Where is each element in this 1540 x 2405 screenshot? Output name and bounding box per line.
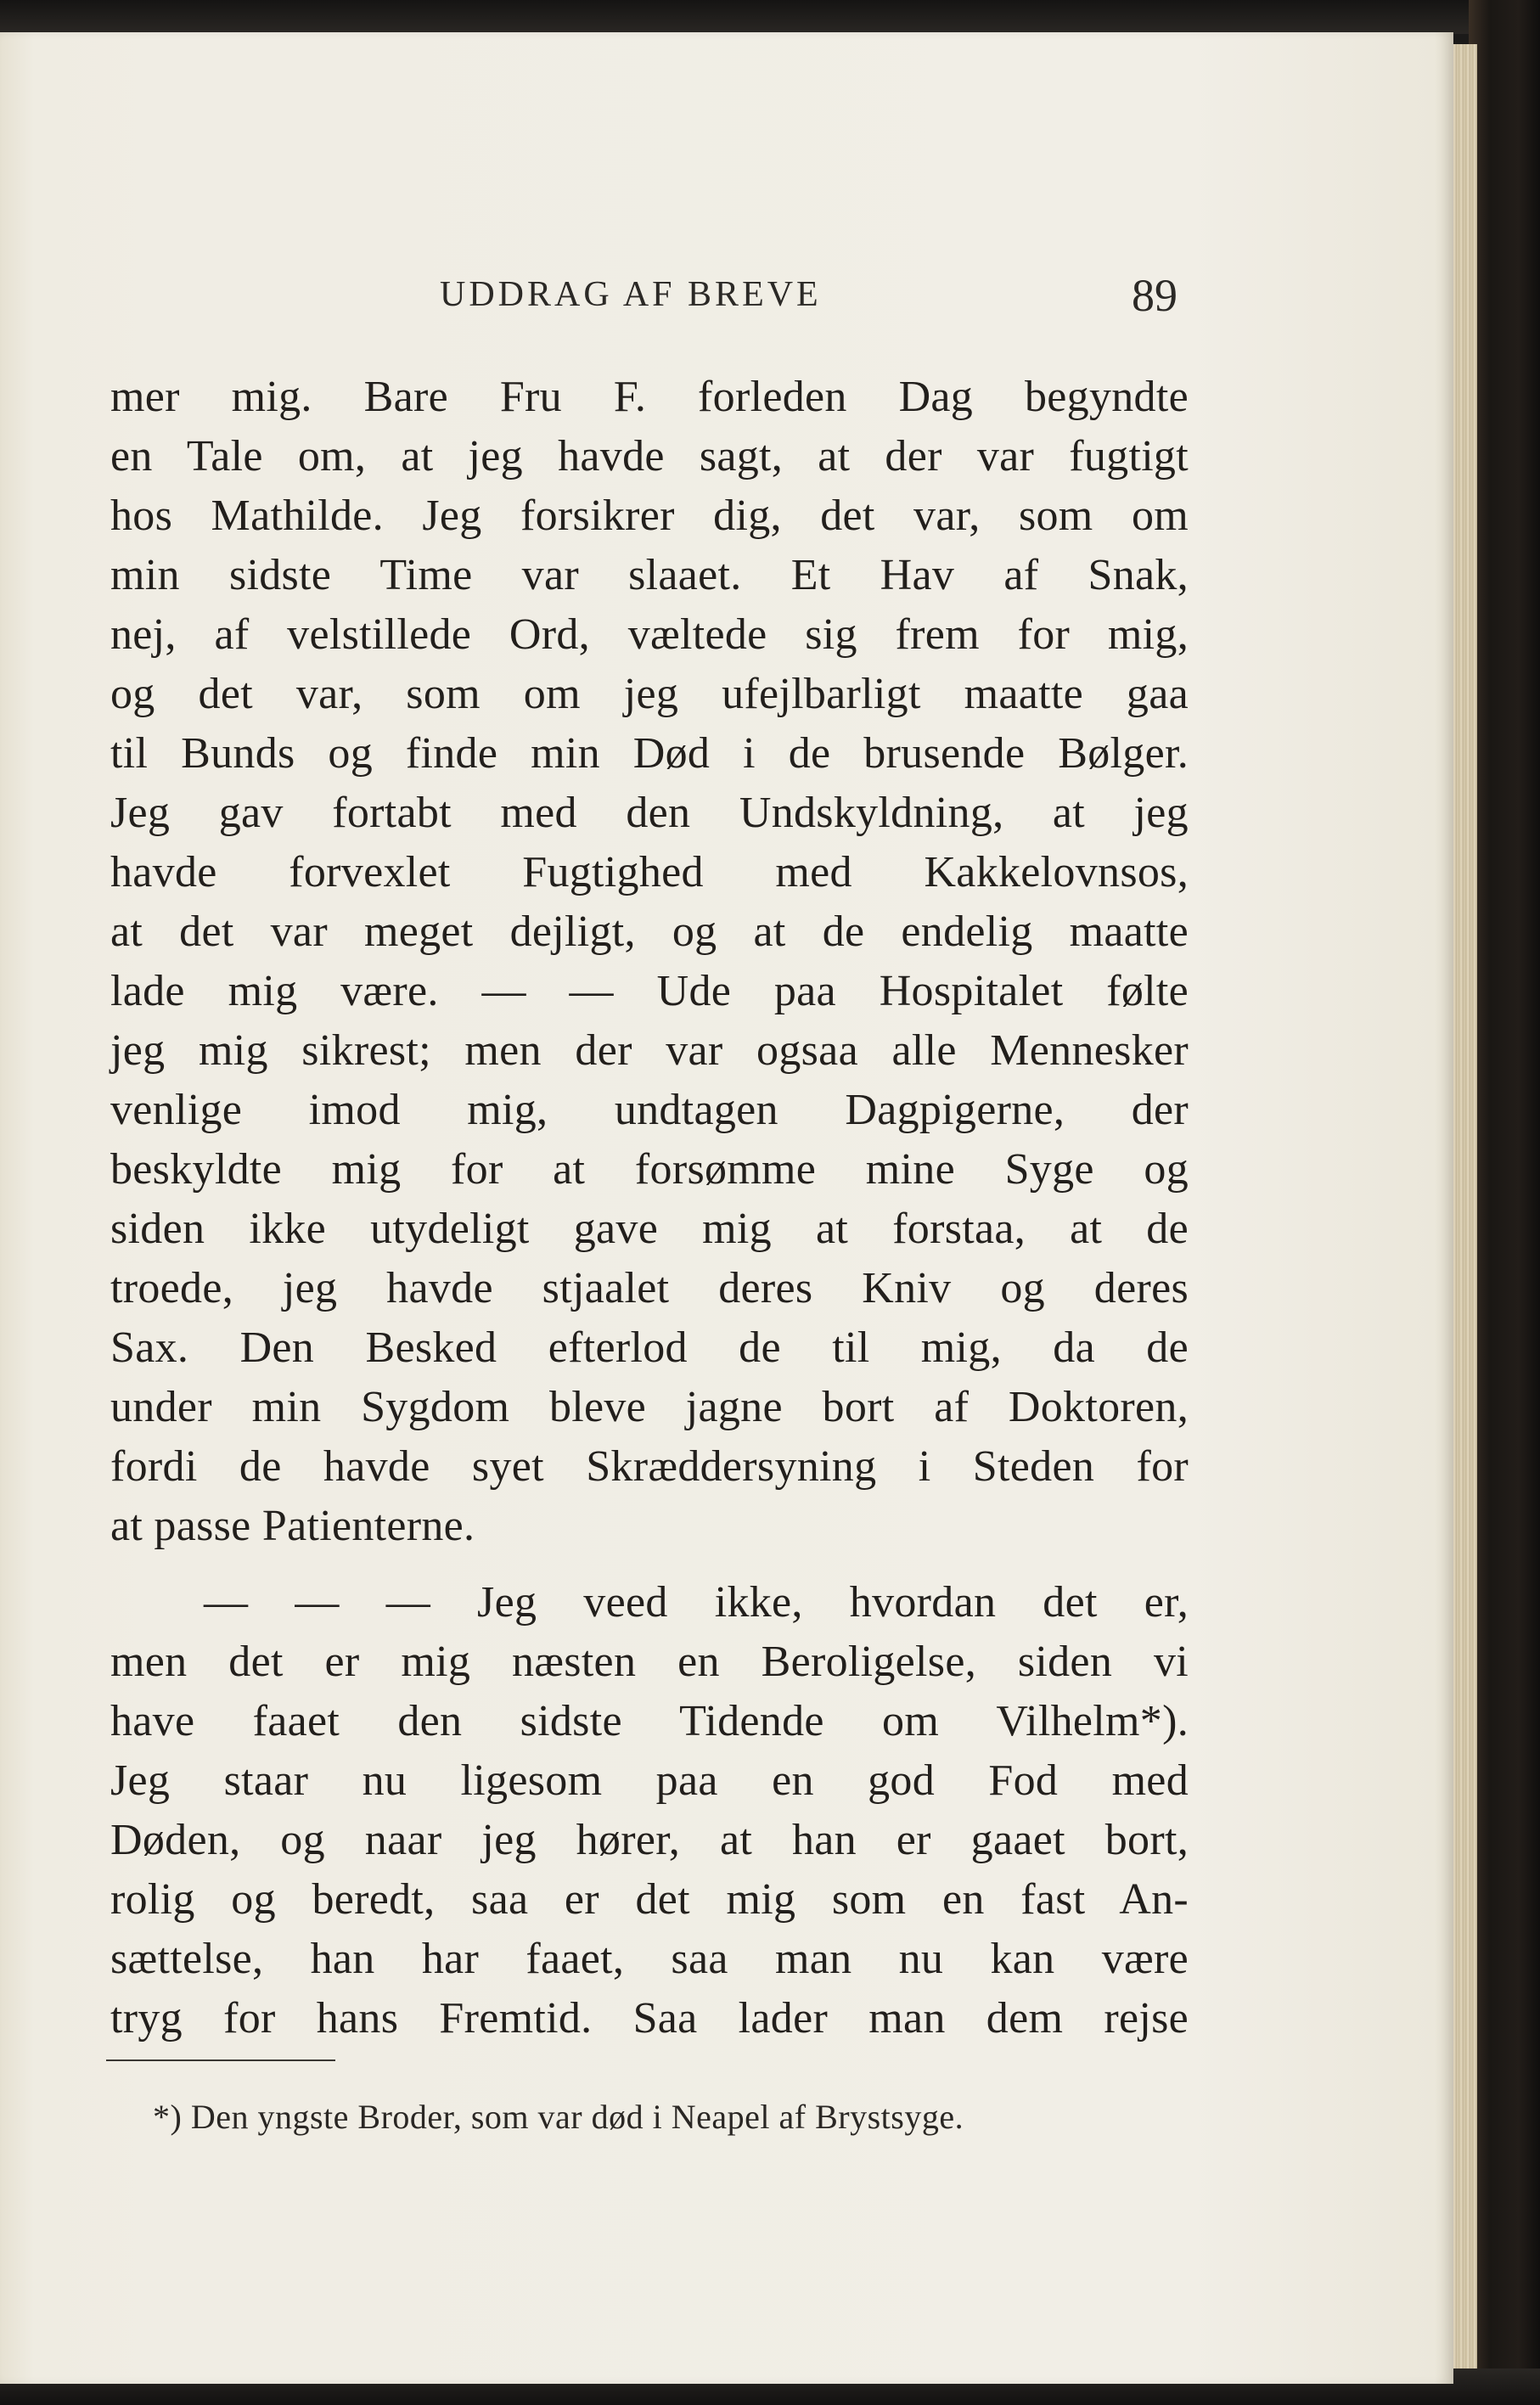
text-line: venlige imod mig, undtagen Dagpigerne, der (110, 1086, 1189, 1134)
text-line: og det var, som om jeg ufejlbarligt maatte gaa (110, 670, 1189, 718)
body-text (110, 368, 1189, 2048)
running-head (110, 270, 1206, 325)
text-line: min sidste Time var slaaet. Et Hav af Snak, (110, 551, 1189, 599)
text-line: rolig og beredt, saa er det mig som en fast An- (110, 1875, 1189, 1924)
running-title: UDDRAG AF BREVE (440, 275, 822, 314)
text-line: siden ikke utydeligt gave mig at forstaa, at de (110, 1205, 1189, 1253)
text-line: beskyldte mig for at forsømme mine Syge og (110, 1145, 1189, 1194)
text-line: men det er mig næsten en Beroligelse, siden vi (110, 1638, 1189, 1686)
text-line: jeg mig sikrest; men der var ogsaa alle Mennesker (110, 1026, 1189, 1075)
text-line: havde forvexlet Fugtighed med Kakkelovnsos, (110, 848, 1189, 896)
footnote: *) Den yngste Broder, som var død i Neapel af Brystsyge. (153, 2098, 964, 2136)
text-line: sættelse, han har faaet, saa man nu kan være (110, 1935, 1189, 1983)
text-line: til Bunds og finde min Død i de brusende Bølger. (110, 729, 1189, 778)
text-line: under min Sygdom bleve jagne bort af Doktoren, (110, 1383, 1189, 1431)
text-line: en Tale om, at jeg havde sagt, at der var fugtigt (110, 432, 1189, 480)
text-line: Jeg gav fortabt med den Undskyldning, at jeg (110, 789, 1189, 837)
text-line: fordi de havde syet Skræddersyning i Steden for (110, 1442, 1189, 1491)
text-line: lade mig være. — — Ude paa Hospitalet følte (110, 967, 1189, 1015)
text-line: nej, af velstillede Ord, væltede sig frem for mig, (110, 610, 1189, 659)
text-line: hos Mathilde. Jeg forsikrer dig, det var, som om (110, 492, 1189, 540)
text-line: Sax. Den Besked efterlod de til mig, da de (110, 1323, 1189, 1372)
book-cover-right-edge (1469, 0, 1540, 2405)
text-line: Jeg staar nu ligesom paa en god Fod med (110, 1756, 1189, 1805)
text-line: mer mig. Bare Fru F. forleden Dag begyndte (110, 373, 1189, 421)
text-line: Døden, og naar jeg hører, at han er gaaet bort, (110, 1816, 1189, 1864)
text-line: tryg for hans Fremtid. Saa lader man dem rejse (110, 1994, 1189, 2043)
book-page (0, 32, 1453, 2384)
text-line: at passe Patienterne. (110, 1502, 475, 1550)
text-line: — — — Jeg veed ikke, hvordan det er, (204, 1578, 1189, 1627)
text-line: at det var meget dejligt, og at de endelig maatte (110, 907, 1189, 956)
book-cover-top-edge (0, 0, 1540, 34)
footnote-divider (106, 2059, 335, 2061)
text-line: have faaet den sidste Tidende om Vilhelm*). (110, 1697, 1189, 1745)
text-line: troede, jeg havde stjaalet deres Kniv og deres (110, 1264, 1189, 1312)
page-number: 89 (1132, 270, 1177, 321)
